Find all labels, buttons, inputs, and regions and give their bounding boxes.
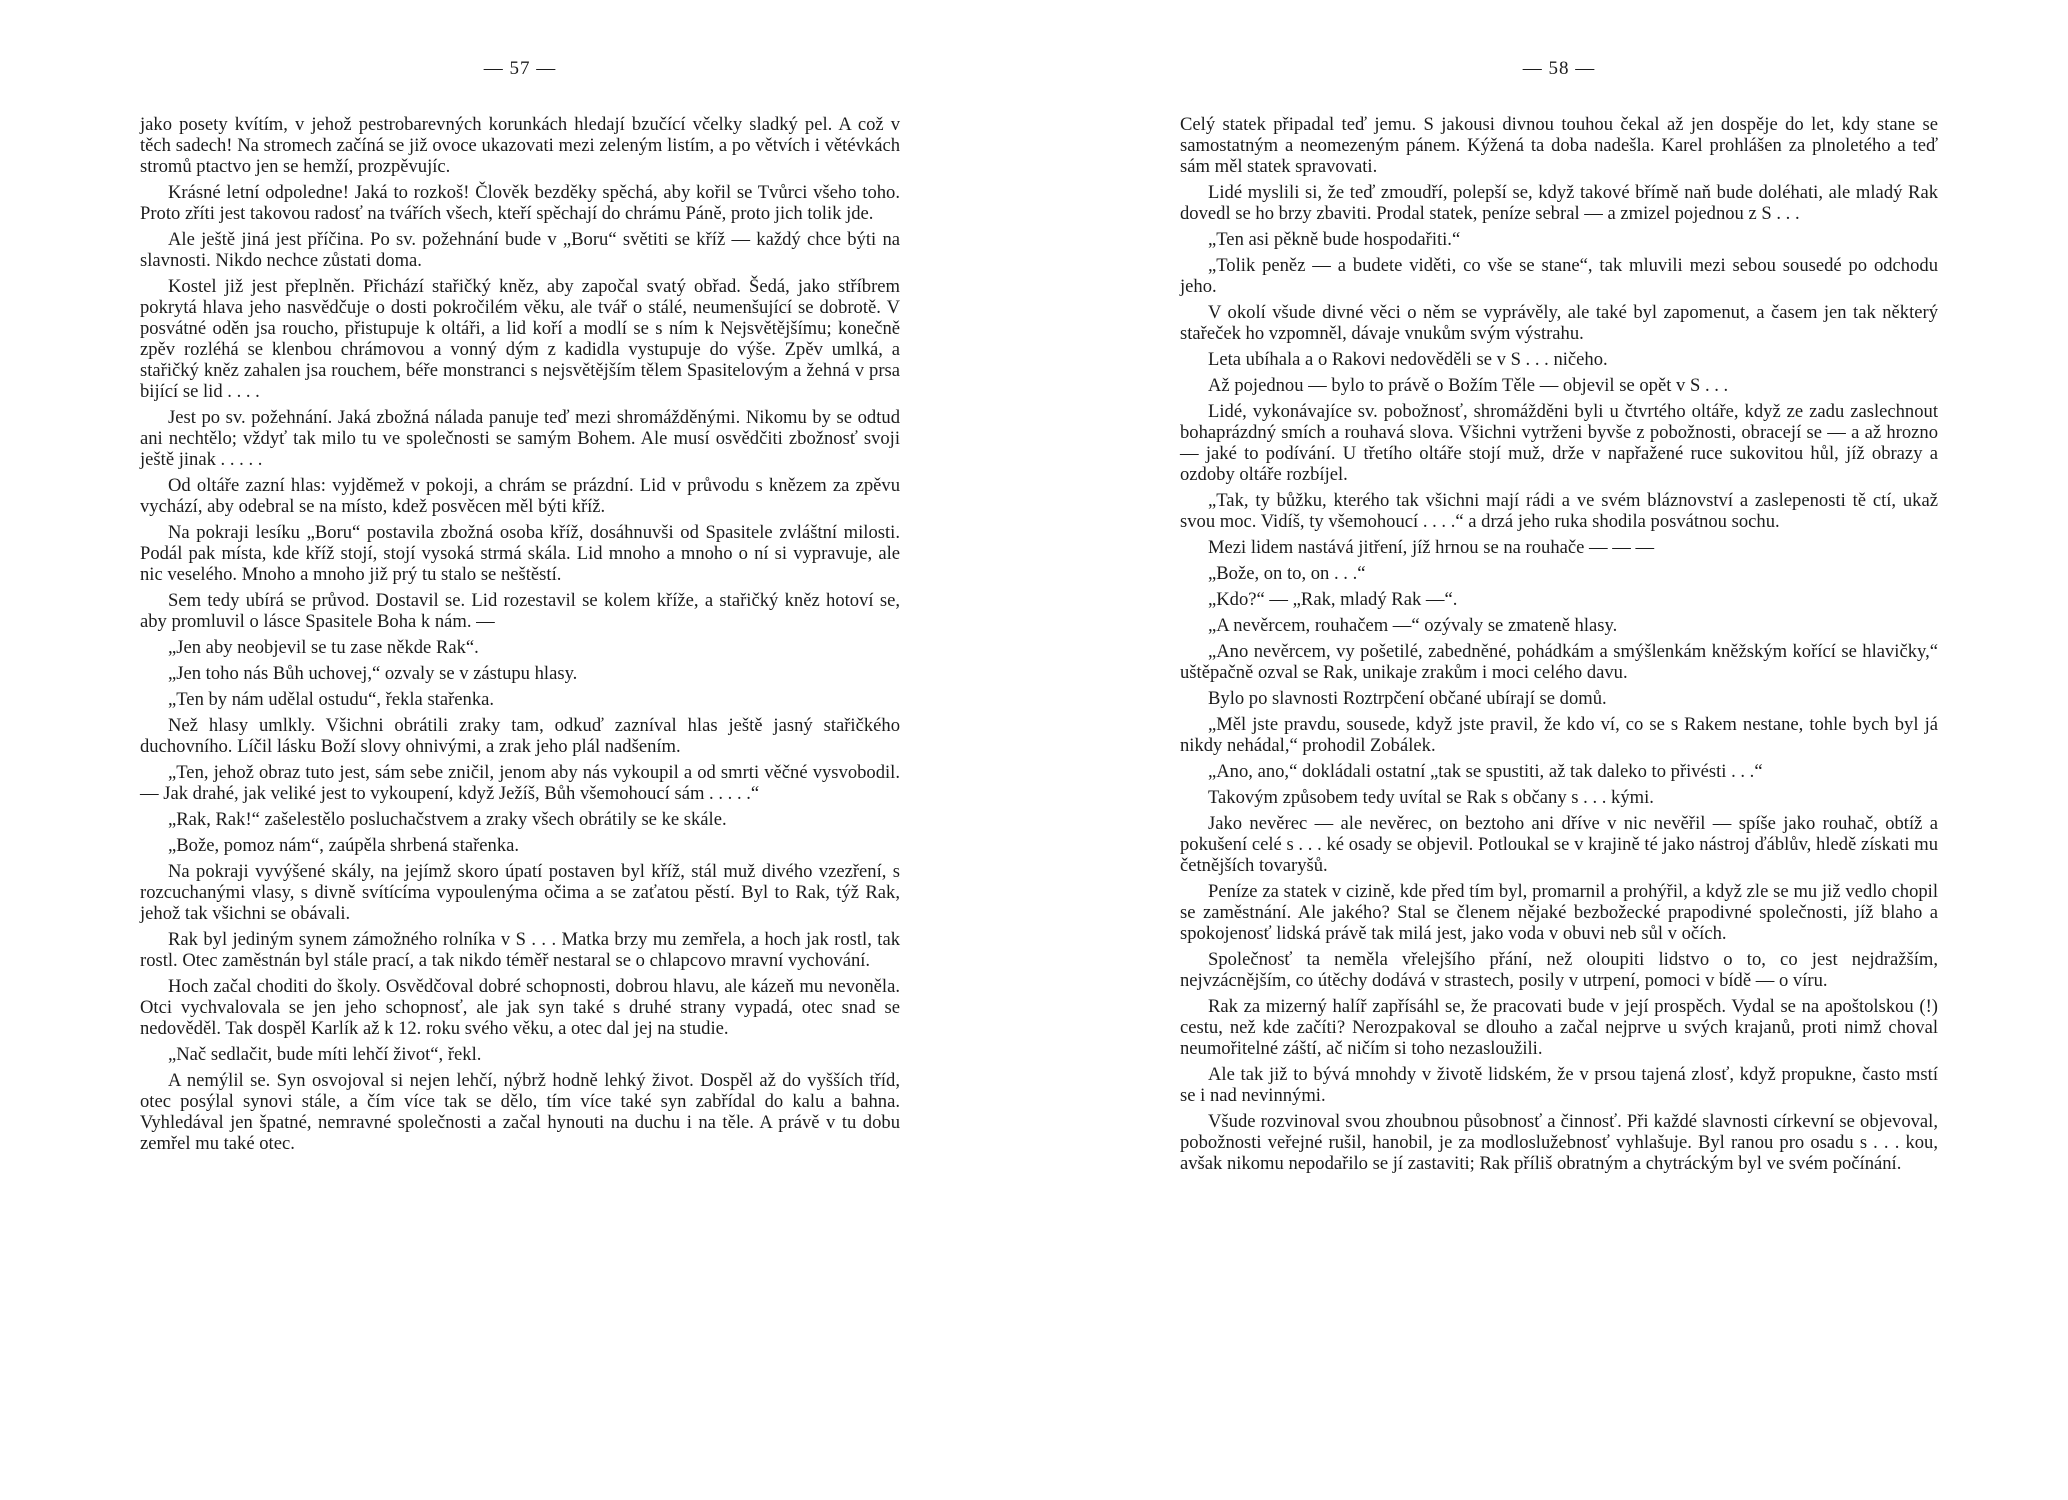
paragraph: „Kdo?“ — „Rak, mladý Rak —“. [1208,589,1458,610]
paragraph: Takovým způsobem tedy uvítal se Rak s občany s . . . kými. [1208,787,1654,808]
paragraph: Bylo po slavnosti Roztrpčení občané ubírají se domů. [1208,688,1607,709]
right-page-text [1180,114,1938,1179]
paragraph: V okolí všude divné věci o něm se vyprávěly, ale také byl zapomenut, a časem jen tak některý stařeček ho vzpomněl, dávaje vnukům svým výstrahu. [1180,302,1938,344]
paragraph: Než hlasy umlkly. Všichni obrátili zraky tam, odkuď zazníval hlas ještě jasný stařičkého duchovního. Líčil lásku Boží slovy ohnivými, a zrak jeho plál nadšením. [140,715,900,757]
paragraph: Lidé myslili si, že teď zmoudří, polepší se, když takové břímě naň bude doléhati, ale mladý Rak dovedl se ho brzy zbaviti. Prodal statek, peníze sebral — a zmizel pojednou z S . . . [1180,182,1938,224]
paragraph: Peníze za statek v cizině, kde před tím byl, promarnil a prohýřil, a když zle se mu již vedlo chopil se zaměstnání. Ale jakého? Stal se členem nějaké bezbožecké prapodivné společnosti, jíž blaho a spokojenosť lidská právě tak milá jest, jako voda v obuvi neb sůl v očích. [1180,881,1938,944]
paragraph: Na pokraji vyvýšené skály, na jejímž skoro úpatí postaven byl kříž, stál muž divého vzezření, s rozcuchanými vlasy, s divně svítícíma vypoulenýma očima a se zaťatou pěstí. Byl to Rak, týž Rak, jehož tak všichni se obávali. [140,861,900,924]
paragraph: Sem tedy ubírá se průvod. Dostavil se. Lid rozestavil se kolem kříže, a stařičký kněz hotoví se, aby promluvil o lásce Spasitele Boha k nám. — [140,590,900,632]
paragraph: Od oltáře zazní hlas: vyjděmež v pokoji, a chrám se prázdní. Lid v průvodu s knězem za zpěvu vychází, aby odebral se na místo, kdež posvěcen měl býti kříž. [140,475,900,517]
left-page [140,0,900,1500]
paragraph: „Ano nevěrcem, vy pošetilé, zabedněné, pohádkám a smýšlenkám kněžským kořící se hlavičky,“ uštěpačně ozval se Rak, unikaje zrakům i moci celého davu. [1180,641,1938,683]
paragraph: „A nevěrcem, rouhačem —“ ozývaly se zmateně hlasy. [1208,615,1618,636]
paragraph: „Tolik peněz — a budete viděti, co vše se stane“, tak mluvili mezi sebou sousedé po odchodu jeho. [1180,255,1938,297]
paragraph: Hoch začal choditi do školy. Osvědčoval dobré schopnosti, dobrou hlavu, ale kázeň mu nevoněla. Otci vychvalovala se jen jeho schopnosť, ale jak syn také s druhé strany vypadá, otec snad se nedověděl. Tak dospěl Karlík až k 12. roku svého věku, a otec dal jej na studie. [140,976,900,1039]
paragraph: „Ten, jehož obraz tuto jest, sám sebe zničil, jenom aby nás vykoupil a od smrti věčné vysvobodil. — Jak drahé, jak veliké jest to vykoupení, když Ježíš, Bůh všemohoucí sám . . . . .“ [140,762,900,804]
paragraph: „Ten asi pěkně bude hospodařiti.“ [1208,229,1461,250]
paragraph: „Bože, pomoz nám“, zaúpěla shrbená stařenka. [168,835,520,856]
paragraph: Na pokraji lesíku „Boru“ postavila zbožná osoba kříž, dosáhnuvši od Spasitele zvláštní milosti. Podál pak místa, kde kříž stojí, stojí vysoká strmá skála. Lid mnoho a mnoho o ní si vypravuje, ale nic veselého. Mnoho a mnoho již prý tu stalo se neštěstí. [140,522,900,585]
paragraph: „Rak, Rak!“ zašelestělo posluchačstvem a zraky všech obrátily se ke skále. [168,809,727,830]
paragraph: Leta ubíhala a o Rakovi nedověděli se v S . . . ničeho. [1208,349,1608,370]
paragraph: Kostel již jest přeplněn. Přichází stařičký kněz, aby započal svatý obřad. Šedá, jako stříbrem pokrytá hlava jeho nasvědčuje o dosti pokročilém věku, ale tvář o stálé, neumenšující se dobrotě. V posvátné oděn jsa roucho, přistupuje k oltáři, a lid koří a modlí se s ním k Nejsvětějšímu; konečně zpěv rozléhá se klenbou chrámovou a vonný dým z kadidla vystupuje do výše. Zpěv umlká, a stařičký kněz zahalen jsa rouchem, béře monstranci s nejsvětějším tělem Spasitelovým a žehná v prsa bijící se lid . . . . [140,276,900,402]
paragraph: Mezi lidem nastává jitření, jíž hrnou se na rouhače — — — [1208,537,1655,558]
left-page-number: — 57 — [483,58,557,79]
right-page [1180,0,1938,1500]
paragraph: „Jen toho nás Bůh uchovej,“ ozvaly se v zástupu hlasy. [168,663,578,684]
paragraph: Jest po sv. požehnání. Jaká zbožná nálada panuje teď mezi shromážděnými. Nikomu by se odtud ani nechtělo; vždyť tak milo tu ve společnosti se samým Bohem. Ale musí osvědčiti zbožnosť svoji ještě jinak . . . . . [140,407,900,470]
paragraph: Celý statek připadal teď jemu. S jakousi divnou touhou čekal až jen dospěje do let, kdy stane se samostatným a neomezeným pánem. Kýžená ta doba nadešla. Karel prohlášen za plnoletého a teď sám měl statek spravovati. [1180,114,1938,177]
paragraph: „Měl jste pravdu, sousede, když jste pravil, že kdo ví, co se s Rakem nestane, tohle bych byl já nikdy nehádal,“ prohodil Zobálek. [1180,714,1938,756]
paragraph: Rak byl jediným synem zámožného rolníka v S . . . Matka brzy mu zemřela, a hoch jak rostl, tak rostl. Otec zaměstnán byl stále prací, a tak nikdo téměř nestaral se o chlapcovo mravní vychování. [140,929,900,971]
paragraph: „Ten by nám udělal ostudu“, řekla stařenka. [168,689,495,710]
paragraph: Ale ještě jiná jest příčina. Po sv. požehnání bude v „Boru“ světiti se kříž — každý chce býti na slavnosti. Nikdo nechce zůstati doma. [140,229,900,271]
paragraph: Společnosť ta neměla vřelejšího přání, než oloupiti lidstvo o to, co jest nejdražším, nejvzácnějším, co útěchy dodává v strastech, posily v utrpení, pomoci v bídě — o víru. [1180,949,1938,991]
paragraph: Krásné letní odpoledne! Jaká to rozkoš! Člověk bezděky spěchá, aby kořil se Tvůrci všeho toho. Proto zříti jest takovou radosť na tvářích všech, kteří spěchají do chrámu Páně, proto jich tolik jde. [140,182,900,224]
paragraph: „Nač sedlačit, bude míti lehčí život“, řekl. [168,1044,482,1065]
right-page-number: — 58 — [1522,58,1596,79]
paragraph: Všude rozvinoval svou zhoubnou působnosť a činnosť. Při každé slavnosti církevní se objevoval, pobožnosti veřejné rušil, hanobil, je za modloslužebnosť vyhlašuje. Byl ranou pro osadu s . . . kou, avšak nikomu nepodařilo se jí zastaviti; Rak příliš obratným a chytráckým byl ve svém počínání. [1180,1111,1938,1174]
paragraph: Jako nevěrec — ale nevěrec, on beztoho ani dříve v nic nevěřil — spíše jako rouhač, obtíž a pokušení celé s . . . ké osady se objevil. Potloukal se v krajině té jako nástroj ďáblův, hledě získati mu četnějších tovaryšů. [1180,813,1938,876]
paragraph: A nemýlil se. Syn osvojoval si nejen lehčí, nýbrž hodně lehký život. Dospěl až do vyšších tříd, otec posýlal synovi stále, a čím více tak se dělo, tím více také syn zabřídal do kalu a bahna. Vyhledával jen špatné, nemravné společnosti a začal hynouti na duchu i na těle. A právě v tu dobu zemřel mu také otec. [140,1070,900,1154]
paragraph: Až pojednou — bylo to právě o Božím Těle — objevil se opět v S . . . [1208,375,1729,396]
paragraph: „Ano, ano,“ dokládali ostatní „tak se spustiti, až tak daleko to přivésti . . .“ [1208,761,1763,782]
paragraph: jako posety kvítím, v jehož pestrobarevných korunkách hledají bzučící včelky sladký pel. A což v těch sadech! Na stromech začíná se již ovoce ukazovati mezi zeleným listím, a po větvích i větévkách stromů ptactvo jen se hemží, prozpěvujíc. [140,114,900,177]
paragraph: Rak za mizerný halíř zapřísáhl se, že pracovati bude v její prospěch. Vydal se na apoštolskou (!) cestu, než kde začíti? Nerozpakoval se dlouho a začal nejprve u svých krajanů, proti nimž choval neumořitelné záští, ač ničím si toho nezasloužili. [1180,996,1938,1059]
paragraph: Lidé, vykonávajíce sv. pobožnosť, shromážděni byli u čtvrtého oltáře, když ze zadu zaslechnout bohaprázdný smích a rouhavá slova. Všichni vytrženi byvše z pobožnosti, obracejí se — a až hrozno — jaké to podívání. U třetího oltáře stojí muž, drže v napřažené ruce sukovitou hůl, jíž obrazy a ozdoby oltáře rozbíjel. [1180,401,1938,485]
paragraph: „Bože, on to, on . . .“ [1208,563,1366,584]
paragraph: Ale tak již to bývá mnohdy v životě lidském, že v prsou tajená zlosť, když propukne, často mstí se i nad nevinnými. [1180,1064,1938,1106]
paragraph: „Jen aby neobjevil se tu zase někde Rak“. [168,637,479,658]
paragraph: „Tak, ty bůžku, kterého tak všichni mají rádi a ve svém bláznovství a zaslepenosti tě ctí, ukaž svou moc. Vidíš, ty všemohoucí . . . .“ a drzá jeho ruka shodila posvátnou sochu. [1180,490,1938,532]
left-page-text [140,114,900,1159]
